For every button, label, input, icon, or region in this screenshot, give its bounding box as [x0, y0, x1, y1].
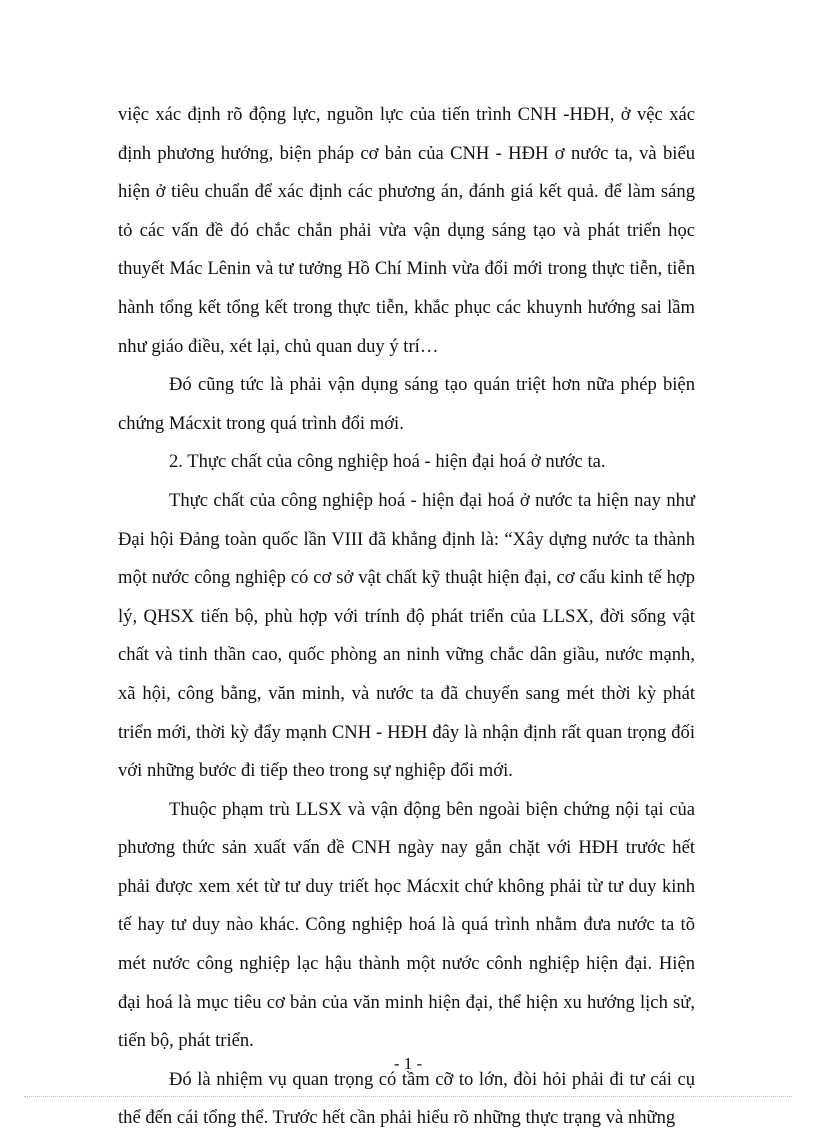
paragraph-5: Đó là nhiệm vụ quan trọng có tầm cỡ to lớn, đòi hỏi phải đi tư cái cụ thể đến cái tổng thể. Trước hết cần phải hiểu rõ những thực trạng và những [118, 1068, 695, 1129]
paragraph-4: Thuộc phạm trù LLSX và vận động bên ngoài biện chứng nội tại của phương thức sản xuất vấn đề CNH ngày nay gắn chặt với HĐH trước hết phải được xem xét từ tư duy triết học Mácxit chứ không phải từ tư duy kinh tế hay tư duy nào khác. Công nghiệp hoá là quá trình nhằm đưa nước ta tõ mét nước công nghiệp lạc hậu thành một nước cônh nghiệp hiện đại. Hiện đại hoá là mục tiêu cơ bản của văn minh hiện đại, thể hiện xu hướng lịch sử, tiến bộ, phát triển. [118, 798, 695, 1052]
paragraph-3: Thực chất của công nghiệp hoá - hiện đại hoá ở nước ta hiện nay như Đại hội Đảng toàn quốc lần VIII đã khẳng định là: “Xây dựng nước ta thành một nước công nghiệp có cơ sở vật chất kỹ thuật hiện đại, cơ cấu kinh tế hợp lý, QHSX tiến bộ, phù hợp với trính độ phát triển của LLSX, đời sống vật chất và tinh thần cao, quốc phòng an ninh vững chắc dân giầu, nước mạnh, xã hội, công bằng, văn minh, và nước ta đã chuyển sang mét thời kỳ phát triển mới, thời kỳ đẩy mạnh CNH - HĐH đây là nhận định rất quan trọng đối với những bước đi tiếp theo trong sự nghiệp đổi mới. [118, 489, 695, 782]
footer-divider [24, 1096, 792, 1097]
paragraph-1: việc xác định rõ động lực, nguồn lực của tiến trình CNH -HĐH, ở vệc xác định phương hướng, biện pháp cơ bản của CNH - HĐH ơ nước ta, và biểu hiện ở tiêu chuẩn để xác định các phương án, đánh giá kết quả. để làm sáng tỏ các vấn đề đó chắc chắn phải vừa vận dụng sáng tạo và phát triển học thuyết Mác Lênin và tư tưởng Hồ Chí Minh vừa đổi mới trong thực tiễn, tiễn hành tổng kết tổng kết trong thực tiễn, khắc phục các khuynh hướng sai lầm như giáo điều, xét lại, chủ quan duy ý trí… [118, 104, 695, 357]
page-number: - 1 - [393, 1054, 423, 1073]
document-body [118, 96, 695, 1138]
section-heading: 2. Thực chất của công nghiệp hoá - hiện đại hoá ở nước ta. [169, 451, 606, 473]
paragraph-2: Đó cũng tức là phải vận dụng sáng tạo quán triệt hơn nữa phép biện chứng Mácxit trong quá trình đổi mới. [118, 374, 695, 434]
